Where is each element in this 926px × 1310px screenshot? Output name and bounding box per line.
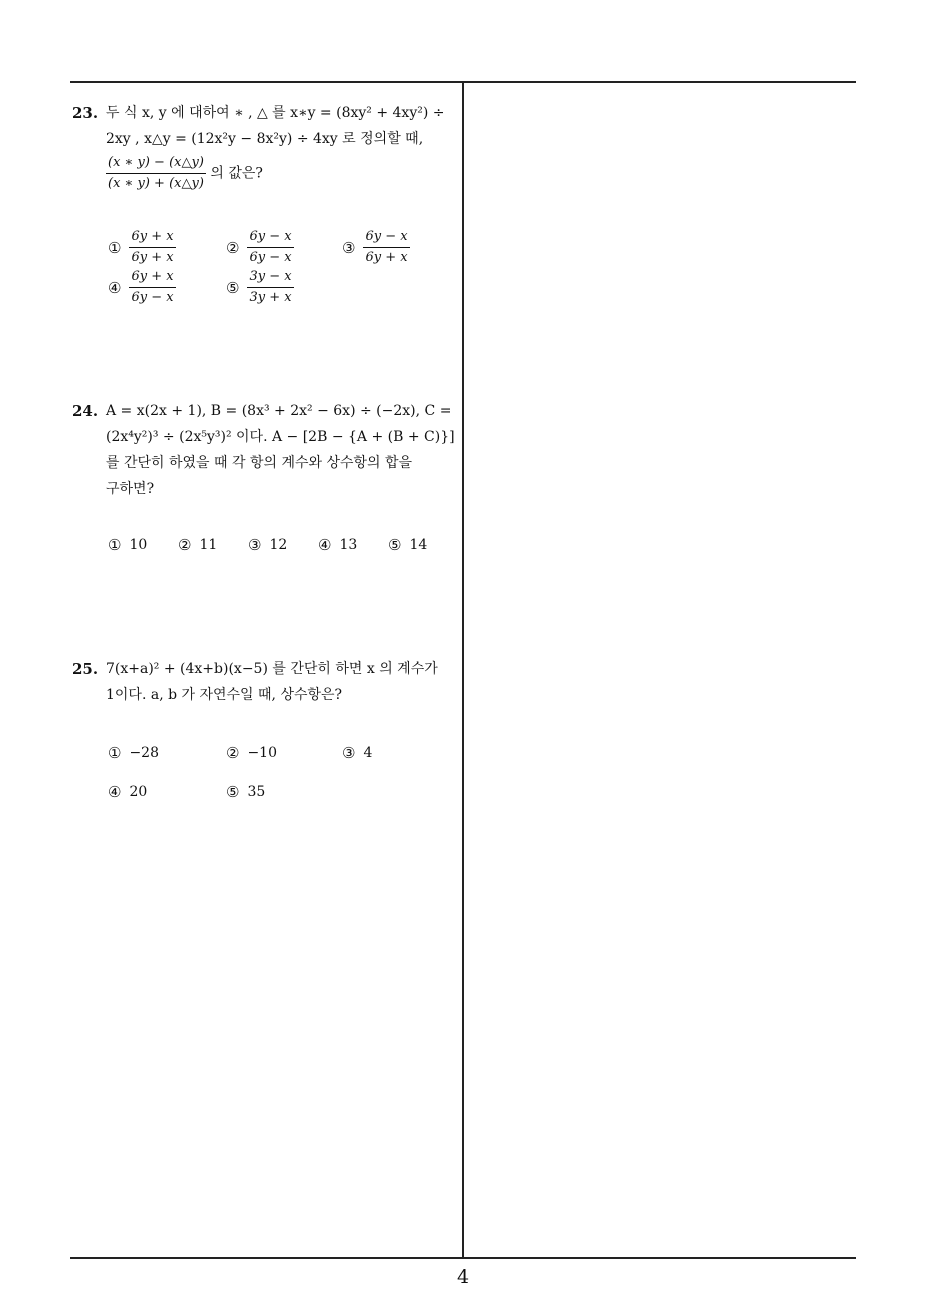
choice-4[interactable] (318, 536, 357, 554)
choice-1[interactable] (108, 744, 159, 762)
choice-mark: ③ (342, 238, 356, 257)
choice-mark: ② (226, 744, 240, 762)
choice-value: 20 (129, 784, 148, 800)
fraction-denominator: 6y + x (365, 250, 408, 265)
question-text-tail: 의 값은? (210, 165, 263, 182)
column-divider (462, 82, 464, 1258)
choice-value: 10 (129, 537, 148, 553)
choice-mark: ④ (108, 783, 122, 801)
question-number: 23. (72, 104, 99, 122)
question-text-line: A = x(2x + 1), B = (8x³ + 2x² − 6x) ÷ (−2x), C = (106, 403, 452, 419)
choice-5[interactable] (388, 536, 427, 554)
fraction-numerator: 3y − x (247, 268, 293, 288)
choice-4[interactable] (108, 268, 176, 307)
page-number: 4 (456, 1266, 470, 1288)
choice-mark: ① (108, 536, 122, 554)
question-text-line: 두 식 x, y 에 대하여 ∗ , △ 를 x∗y = (8xy² + 4xy²) ÷ (106, 105, 445, 121)
question-23 (72, 100, 458, 193)
choice-5[interactable] (226, 783, 265, 801)
choice-mark: ① (108, 238, 122, 257)
choice-3[interactable] (342, 744, 372, 762)
choice-mark: ⑤ (226, 278, 240, 297)
choice-mark: ⑤ (388, 536, 402, 554)
question-text-line: 1이다. a, b 가 자연수일 때, 상수항은? (106, 687, 343, 703)
question-text-line: 를 간단히 하였을 때 각 항의 계수와 상수항의 합을 (106, 455, 413, 471)
fraction-numerator: (x ∗ y) − (x△y) (106, 154, 206, 174)
choice-value: −10 (247, 745, 277, 761)
question-24 (72, 398, 458, 502)
question-number: 24. (72, 402, 99, 420)
choice-4[interactable] (108, 783, 147, 801)
fraction-denominator: (x ∗ y) + (x△y) (108, 176, 204, 191)
choice-mark: ⑤ (226, 783, 240, 801)
choice-value: 14 (409, 537, 428, 553)
question-text-line: (2x⁴y²)³ ÷ (2x⁵y³)² 이다. A − [2B − {A + (B + C)}] (106, 429, 455, 445)
fraction-denominator: 3y + x (249, 290, 292, 305)
choice-value: 13 (339, 537, 358, 553)
fraction (106, 154, 206, 193)
choice-value: 4 (363, 745, 373, 761)
choice-mark: ③ (342, 744, 356, 762)
fraction-denominator: 6y − x (131, 290, 174, 305)
choice-value: 12 (269, 537, 288, 553)
bottom-rule (70, 1257, 856, 1259)
question-text-line: 7(x+a)² + (4x+b)(x−5) 를 간단히 하면 x 의 계수가 (106, 661, 438, 677)
choice-mark: ① (108, 744, 122, 762)
choice-2[interactable] (178, 536, 217, 554)
choice-value: 11 (199, 537, 218, 553)
choice-1[interactable] (108, 228, 176, 267)
choice-1[interactable] (108, 536, 147, 554)
choice-2[interactable] (226, 744, 277, 762)
fraction-denominator: 6y + x (131, 250, 174, 265)
choice-mark: ③ (248, 536, 262, 554)
question-text-line: 2xy , x△y = (12x²y − 8x²y) ÷ 4xy 로 정의할 때, (106, 131, 424, 147)
choice-mark: ② (178, 536, 192, 554)
fraction-denominator: 6y − x (249, 250, 292, 265)
choice-5[interactable] (226, 268, 294, 307)
choice-2[interactable] (226, 228, 294, 267)
question-number: 25. (72, 660, 99, 678)
choice-mark: ④ (108, 278, 122, 297)
choice-mark: ④ (318, 536, 332, 554)
fraction-numerator: 6y + x (129, 268, 175, 288)
choice-3[interactable] (248, 536, 287, 554)
choice-3[interactable] (342, 228, 410, 267)
choice-value: −28 (129, 745, 159, 761)
choice-value: 35 (247, 784, 266, 800)
choice-mark: ② (226, 238, 240, 257)
fraction-numerator: 6y + x (129, 228, 175, 248)
fraction-numerator: 6y − x (363, 228, 409, 248)
question-25 (72, 656, 458, 708)
fraction-numerator: 6y − x (247, 228, 293, 248)
question-text-line: 구하면? (106, 481, 155, 497)
